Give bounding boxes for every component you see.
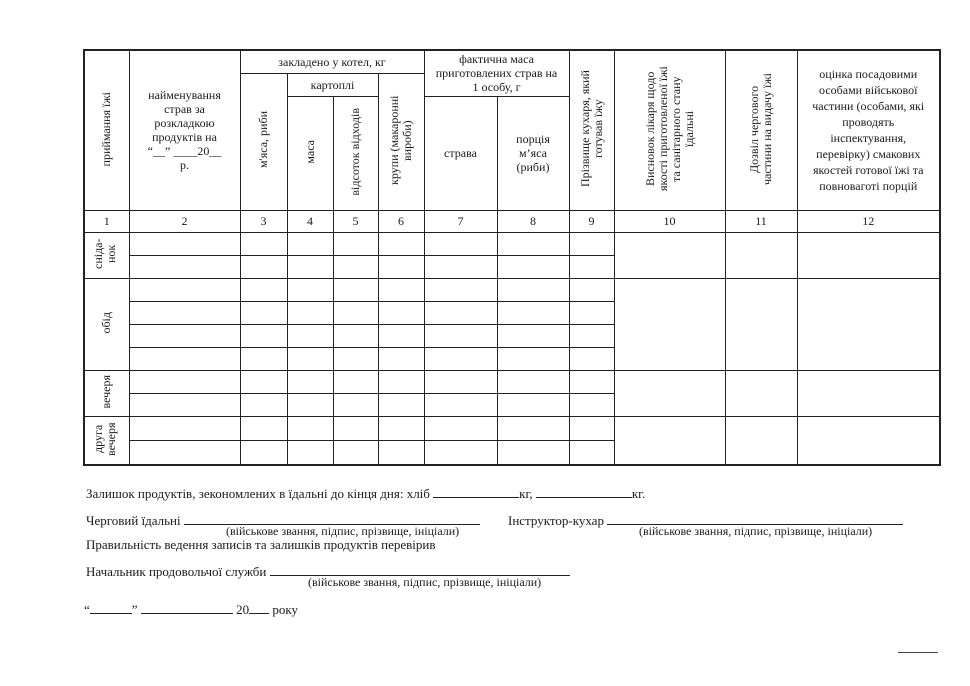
cell[interactable] <box>497 370 569 393</box>
header-actual-mass: фактична маса приготовлених страв на 1 особу, г <box>424 50 569 96</box>
cell[interactable] <box>497 347 569 370</box>
cell[interactable] <box>424 370 497 393</box>
header-evaluation: оцінка посадовими особами військової частини (особами, які проводять інспектування, перевірку) смакових якостей готової їжі та повноваготі порцій <box>797 50 940 210</box>
cell[interactable] <box>378 370 424 393</box>
cell[interactable] <box>497 301 569 324</box>
kg-label: кг, <box>519 486 533 501</box>
cell[interactable] <box>725 278 797 370</box>
instructor-caption: (військове звання, підпис, прізвище, ініціали) <box>639 524 873 538</box>
cell[interactable] <box>378 393 424 416</box>
cell[interactable] <box>129 440 240 464</box>
cell[interactable] <box>240 301 287 324</box>
col-number: 6 <box>378 210 424 232</box>
cell[interactable] <box>333 255 378 278</box>
col-number: 2 <box>129 210 240 232</box>
day-field[interactable] <box>90 601 132 614</box>
cell[interactable] <box>797 278 940 370</box>
cell[interactable] <box>378 324 424 347</box>
cell[interactable] <box>129 393 240 416</box>
cell[interactable] <box>497 393 569 416</box>
year-field[interactable] <box>249 601 269 614</box>
cell[interactable] <box>497 278 569 301</box>
meal-lunch: обід <box>84 278 129 370</box>
column-numbers-row <box>84 210 940 232</box>
cell[interactable] <box>424 416 497 440</box>
header-doctor: Висновок лікаря щодо якості приготовленої їжі та санітарного стану їдальні <box>614 50 725 210</box>
year-prefix: 20 <box>236 602 250 617</box>
table-row <box>84 232 940 255</box>
header-waste-percent: відсоток відходів <box>333 96 378 210</box>
cell[interactable] <box>569 255 614 278</box>
cell[interactable] <box>333 324 378 347</box>
header-potato: картоплі <box>287 73 378 96</box>
col-number: 3 <box>240 210 287 232</box>
cell[interactable] <box>129 324 240 347</box>
col-number: 7 <box>424 210 497 232</box>
cell[interactable] <box>614 278 725 370</box>
cell[interactable] <box>378 301 424 324</box>
cell[interactable] <box>497 232 569 255</box>
cell[interactable] <box>129 301 240 324</box>
cell[interactable] <box>129 347 240 370</box>
cell[interactable] <box>378 255 424 278</box>
cell[interactable] <box>240 393 287 416</box>
cell[interactable] <box>129 416 240 440</box>
cell[interactable] <box>378 416 424 440</box>
col-number: 4 <box>287 210 333 232</box>
year-word: року <box>272 602 298 617</box>
cell[interactable] <box>240 347 287 370</box>
cell[interactable] <box>240 324 287 347</box>
cell[interactable] <box>725 416 797 465</box>
remainder-label: Залишок продуктів, зекономлених в їдальні до кінця дня: хліб <box>86 486 430 501</box>
cell[interactable] <box>569 232 614 255</box>
cell[interactable] <box>424 232 497 255</box>
month-field[interactable] <box>141 601 233 614</box>
meal-breakfast: сніда-нок <box>84 232 129 278</box>
cell[interactable] <box>424 278 497 301</box>
cell[interactable] <box>287 255 333 278</box>
cell[interactable] <box>497 255 569 278</box>
cell[interactable] <box>333 416 378 440</box>
cell[interactable] <box>333 301 378 324</box>
page-number-line <box>898 652 938 653</box>
cell[interactable] <box>287 278 333 301</box>
cell[interactable] <box>569 416 614 440</box>
cell[interactable] <box>287 301 333 324</box>
header-permit: Дозвіл чергового частини на видачу їжі <box>725 50 797 210</box>
header-cook: Прізвище кухаря, який готував їжу <box>569 50 614 210</box>
col-number: 8 <box>497 210 569 232</box>
header-put-in-pot: закладено у котел, кг <box>240 50 424 73</box>
cell[interactable] <box>797 370 940 416</box>
cell[interactable] <box>569 347 614 370</box>
instructor-label: Інструктор-кухар <box>508 513 604 528</box>
cell[interactable] <box>378 232 424 255</box>
cell[interactable] <box>569 393 614 416</box>
cell[interactable] <box>424 255 497 278</box>
cell[interactable] <box>129 278 240 301</box>
cell[interactable] <box>725 232 797 278</box>
duty-label: Черговий їдальні <box>86 513 181 528</box>
cell[interactable] <box>240 232 287 255</box>
table-row <box>84 278 940 301</box>
cell[interactable] <box>569 301 614 324</box>
col-number: 1 <box>84 210 129 232</box>
bread-kg-field[interactable] <box>433 485 519 498</box>
cell[interactable] <box>129 370 240 393</box>
remainder-line <box>86 485 645 502</box>
cell[interactable] <box>614 370 725 416</box>
cell[interactable] <box>240 440 287 464</box>
chief-label: Начальник продовольчої служби <box>86 564 267 579</box>
kg-label: кг. <box>631 486 646 501</box>
date-line <box>84 601 298 618</box>
cell[interactable] <box>240 255 287 278</box>
cell[interactable] <box>424 440 497 464</box>
cell[interactable] <box>333 393 378 416</box>
cell[interactable] <box>240 278 287 301</box>
cell[interactable] <box>287 232 333 255</box>
cell[interactable] <box>287 416 333 440</box>
cell[interactable] <box>497 324 569 347</box>
cell[interactable] <box>333 278 378 301</box>
food-log-table <box>83 49 941 466</box>
cell[interactable] <box>614 232 725 278</box>
cell[interactable] <box>569 324 614 347</box>
header-meat: м'яса, риби <box>240 73 287 210</box>
cell[interactable] <box>378 440 424 464</box>
col-number: 5 <box>333 210 378 232</box>
cell[interactable] <box>497 416 569 440</box>
col-number: 9 <box>569 210 614 232</box>
col-number: 11 <box>725 210 797 232</box>
cell[interactable] <box>287 393 333 416</box>
cell[interactable] <box>614 416 725 465</box>
cell[interactable] <box>569 440 614 464</box>
other-kg-field[interactable] <box>536 485 632 498</box>
header-meal: приймання їжі <box>84 50 129 210</box>
cell[interactable] <box>569 278 614 301</box>
cell[interactable] <box>424 301 497 324</box>
col-number: 12 <box>797 210 940 232</box>
cell[interactable] <box>378 347 424 370</box>
chief-caption: (військове звання, підпис, прізвище, ініціали) <box>308 575 542 589</box>
cell[interactable] <box>287 347 333 370</box>
cell[interactable] <box>424 393 497 416</box>
cell[interactable] <box>333 232 378 255</box>
cell[interactable] <box>333 440 378 464</box>
header-dish-name: найменування страв за розкладкою продуктів на “__” ____20__ р. <box>129 50 240 210</box>
header-groats: крупи (макаронні вироби) <box>378 73 424 210</box>
cell[interactable] <box>378 278 424 301</box>
duty-caption: (військове звання, підпис, прізвище, ініціали) <box>226 524 460 538</box>
col-number: 10 <box>614 210 725 232</box>
cell[interactable] <box>424 347 497 370</box>
cell[interactable] <box>497 440 569 464</box>
quote-open: “ <box>84 602 90 617</box>
meal-second-dinner: друга вечеря <box>84 416 129 465</box>
cell[interactable] <box>424 324 497 347</box>
cell[interactable] <box>797 232 940 278</box>
header-dish: страва <box>424 96 497 210</box>
cell[interactable] <box>129 255 240 278</box>
cell[interactable] <box>240 370 287 393</box>
header-potato-mass: маса <box>287 96 333 210</box>
meal-dinner: вечеря <box>84 370 129 416</box>
quote-close: ” <box>131 602 138 617</box>
checked-text: Правильність ведення записів та залишків продуктів перевірив <box>86 537 436 552</box>
cell[interactable] <box>129 232 240 255</box>
table-row <box>84 416 940 440</box>
cell[interactable] <box>240 416 287 440</box>
cell[interactable] <box>797 416 940 465</box>
cell[interactable] <box>333 347 378 370</box>
cell[interactable] <box>287 440 333 464</box>
cell[interactable] <box>287 370 333 393</box>
cell[interactable] <box>569 370 614 393</box>
cell[interactable] <box>333 370 378 393</box>
cell[interactable] <box>725 370 797 416</box>
table-row <box>84 370 940 393</box>
header-portion: порція м’яса (риби) <box>497 96 569 210</box>
cell[interactable] <box>287 324 333 347</box>
